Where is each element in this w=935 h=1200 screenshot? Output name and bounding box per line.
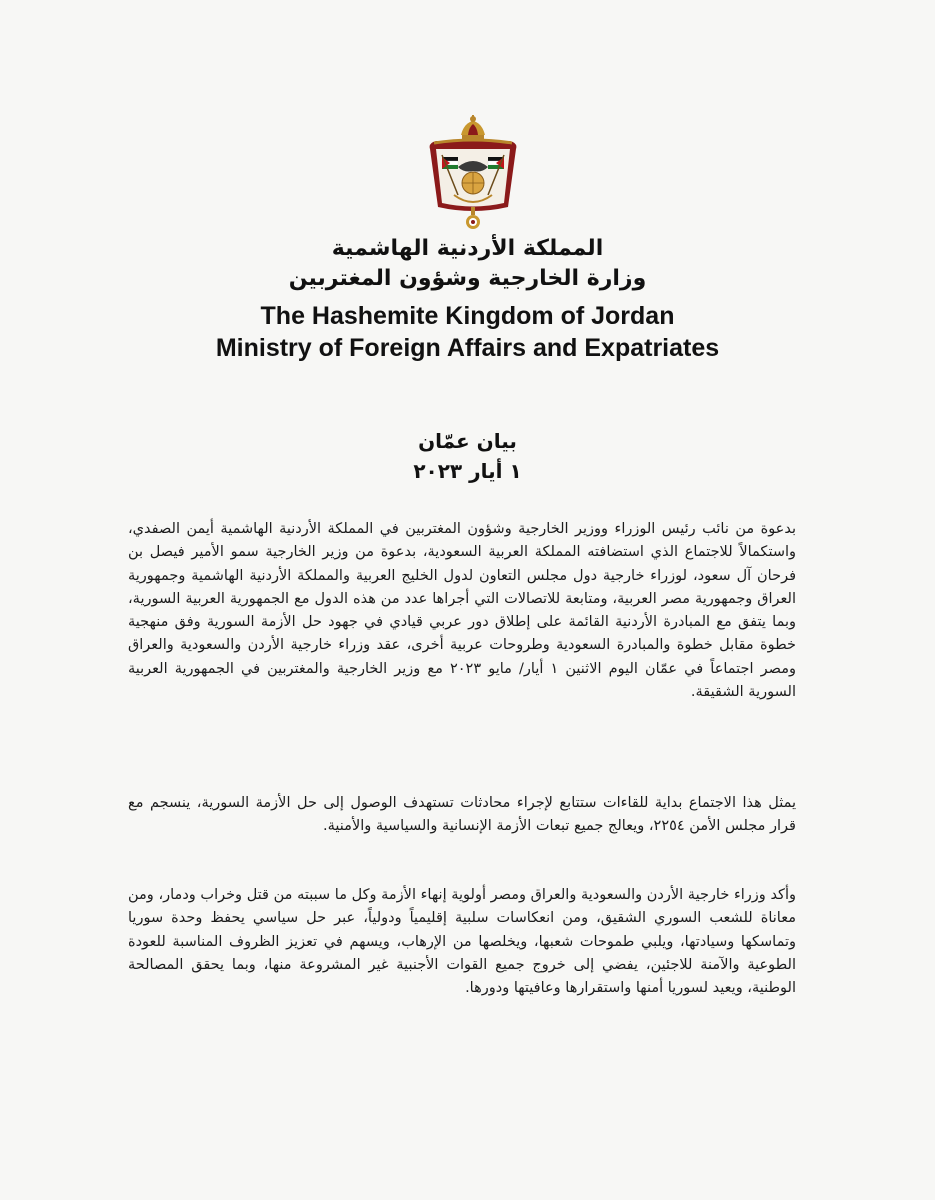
statement-heading <box>0 426 935 486</box>
english-kingdom-name: The Hashemite Kingdom of Jordan <box>260 302 675 330</box>
statement-title: بيان عمّان <box>418 429 517 453</box>
letterhead <box>0 234 935 364</box>
crown-icon <box>461 115 485 141</box>
statement-paragraph-2: يمثل هذا الاجتماع بداية للقاءات ستتابع لإجراء محادثات تستهدف الوصول إلى حل الأزمة السورية، ينسجم مع قرار مجلس الأمن ٢٢٥٤، ويعالج جميع تبعات الأزمة الإنسانية والسياسية والأمنية. <box>128 795 796 835</box>
statement-paragraph-3: وأكد وزراء خارجية الأردن والسعودية والعراق ومصر أولوية إنهاء الأزمة وكل ما سببته من قتل وخراب ودمار، ومن معاناة للشعب السوري الشقيق، ومن انعكاسات سلبية إقليمياً ودولياً، عبر حل سياسي يحفظ وحدة سوريا وتماسكها وسيادتها، ويلبي طموحات شعبها، ويخلصها من الإرهاب، ويسهم في تعزيز الظروف المناسبة للعودة الطوعية والآمنة للاجئين، يفضي إلى خروج جميع القوات الأجنبية غير المشروعة منها، وبما يحقق المصالحة الوطنية، ويعيد لسوريا أمنها واستقرارها وعافيتها ودورها. <box>128 887 796 997</box>
arabic-ministry-name: وزارة الخارجية وشؤون المغتربين <box>288 266 647 291</box>
english-ministry-name: Ministry of Foreign Affairs and Expatriates <box>215 334 720 362</box>
statement-paragraph-1: بدعوة من نائب رئيس الوزراء ووزير الخارجية وشؤون المغتربين في المملكة الأردنية الهاشمية أيمن الصفدي، واستكمالاً للاجتماع الذي استضافته المملكة العربية السعودية، بدعوة من وزير الخارجية سمو الأمير فيصل بن فرحان آل سعود، لوزراء خارجية دول مجلس التعاون لدول الخليج العربية والمملكة الأردنية الهاشمية وجمهورية العراق وجمهورية مصر العربية، ومتابعة للاتصالات التي أجراها عدد من هذه الدول مع الجمهورية العربية السورية، وبما يتفق مع المبادرة الأردنية القائمة على إطلاق دور عربي قيادي في جهود حل الأزمة السورية وفق منهجية خطوة مقابل خطوة والمبادرة السعودية وطروحات عربية أخرى، عقد وزراء خارجية الأردن والسعودية والعراق ومصر اجتماعاً في عمّان اليوم الاثنين ١ أيار/ مايو ٢٠٢٣ مع وزير الخارجية والمغتربين في الجمهورية العربية السورية الشقيقة. <box>128 521 796 701</box>
jordan-coat-of-arms-icon <box>424 115 522 233</box>
statement-date: ١ أيار ٢٠٢٣ <box>413 459 522 483</box>
arabic-kingdom-name: المملكة الأردنية الهاشمية <box>331 236 604 261</box>
